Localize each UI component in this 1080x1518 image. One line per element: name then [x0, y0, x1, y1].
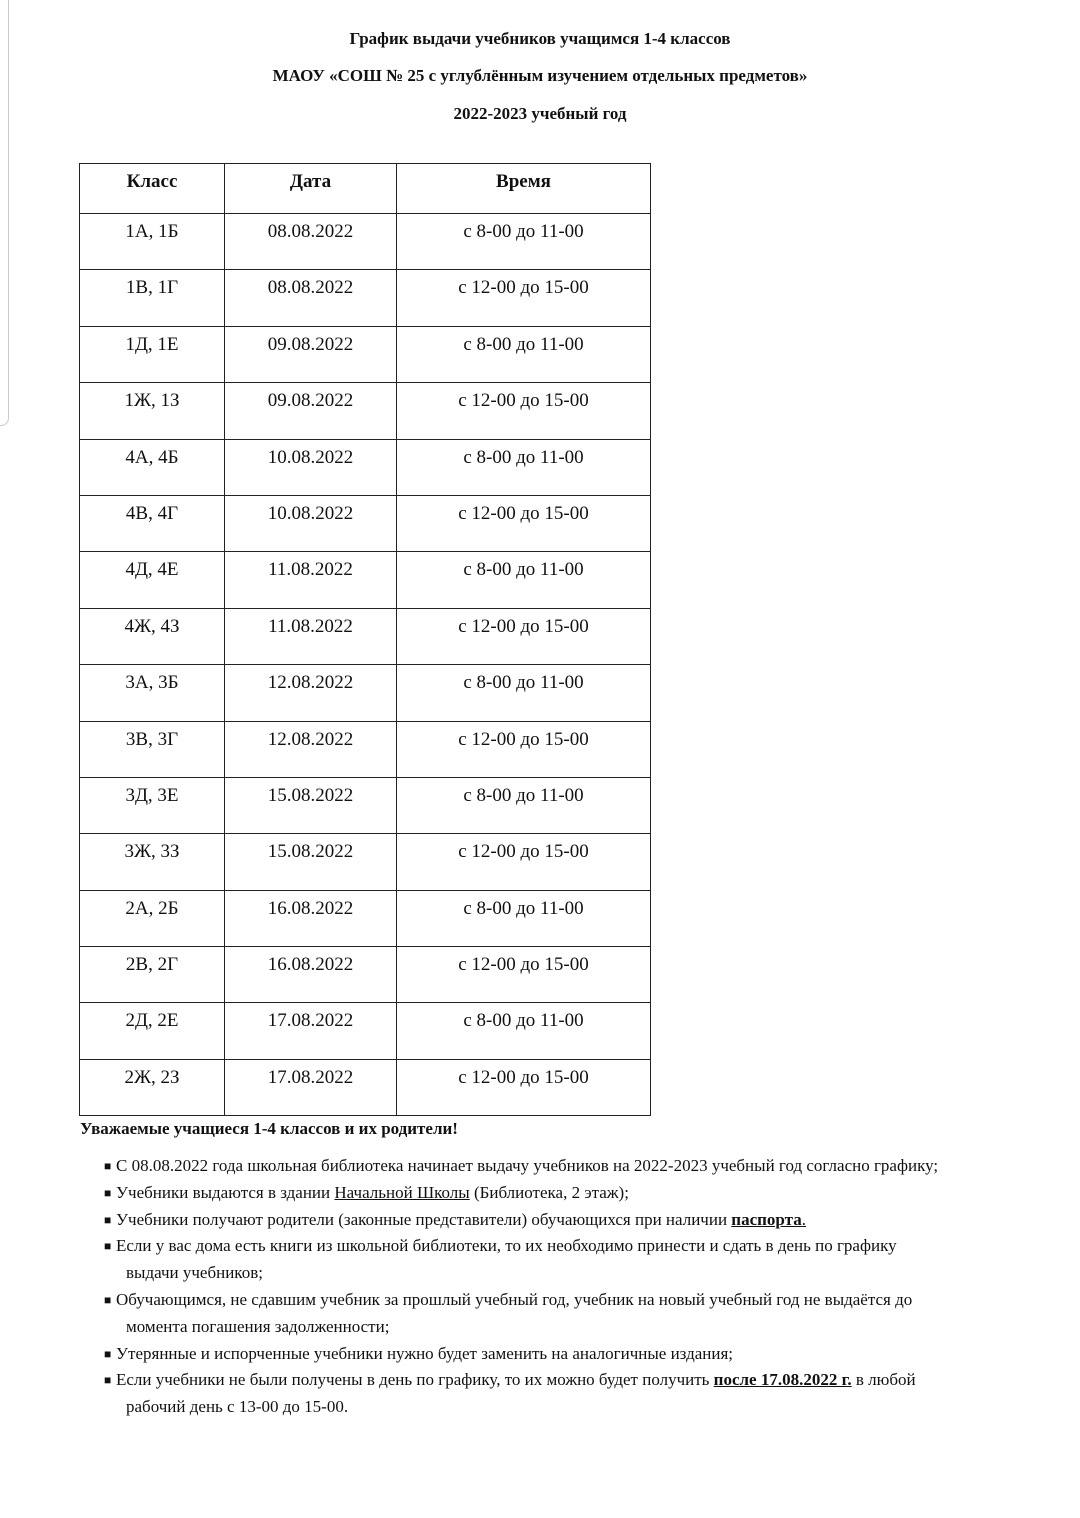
- cell-date: 11.08.2022: [225, 552, 397, 608]
- notice-heading: Уважаемые учащиеся 1-4 классов и их родители!: [80, 1119, 458, 1138]
- passport-emphasis: паспорта: [731, 1209, 802, 1229]
- cell-class: 4В, 4Г: [80, 495, 225, 551]
- cell-class: 4Д, 4Е: [80, 552, 225, 608]
- cell-class: 3А, 3Б: [80, 665, 225, 721]
- cell-class: 3Ж, 3З: [80, 834, 225, 890]
- table-row: [80, 947, 651, 1003]
- cell-class: 2Д, 2Е: [80, 1003, 225, 1059]
- cell-date: 10.08.2022: [225, 439, 397, 495]
- cell-time: с 8-00 до 11-00: [397, 214, 651, 270]
- school-year: 2022-2023 учебный год: [453, 104, 627, 123]
- table-row: [80, 552, 651, 608]
- table-row: [80, 1059, 651, 1115]
- table-row: [80, 890, 651, 946]
- table-header-row: [80, 164, 651, 214]
- cell-date: 11.08.2022: [225, 608, 397, 664]
- cell-date: 15.08.2022: [225, 834, 397, 890]
- header-date: Дата: [225, 164, 397, 214]
- header-class: Класс: [80, 164, 225, 214]
- cell-date: 08.08.2022: [225, 270, 397, 326]
- cell-date: 16.08.2022: [225, 890, 397, 946]
- cell-date: 17.08.2022: [225, 1003, 397, 1059]
- document-title: График выдачи учебников учащимся 1-4 классов: [349, 29, 731, 48]
- rule-text: Учебники получают родители (законные представители) обучающихся при наличии: [116, 1209, 732, 1229]
- cell-date: 12.08.2022: [225, 665, 397, 721]
- cell-time: с 12-00 до 15-00: [397, 383, 651, 439]
- cell-time: с 8-00 до 11-00: [397, 552, 651, 608]
- cell-date: 10.08.2022: [225, 495, 397, 551]
- table-row: [80, 665, 651, 721]
- cell-time: с 12-00 до 15-00: [397, 270, 651, 326]
- cell-class: 4А, 4Б: [80, 439, 225, 495]
- cell-time: с 8-00 до 11-00: [397, 326, 651, 382]
- cell-date: 15.08.2022: [225, 777, 397, 833]
- cell-class: 1Д, 1Е: [80, 326, 225, 382]
- cell-time: с 12-00 до 15-00: [397, 721, 651, 777]
- cell-time: с 8-00 до 11-00: [397, 777, 651, 833]
- table-row: [80, 721, 651, 777]
- rule-text: .: [801, 1209, 806, 1229]
- cell-class: 3В, 3Г: [80, 721, 225, 777]
- bullet-icon: ■: [104, 1346, 112, 1361]
- cell-time: с 8-00 до 11-00: [397, 1003, 651, 1059]
- page-edge-border: [0, 0, 9, 426]
- cell-class: 1А, 1Б: [80, 214, 225, 270]
- cell-class: 2В, 2Г: [80, 947, 225, 1003]
- list-item: [100, 1233, 1030, 1287]
- cell-date: 08.08.2022: [225, 214, 397, 270]
- cell-date: 12.08.2022: [225, 721, 397, 777]
- cell-date: 17.08.2022: [225, 1059, 397, 1115]
- rule-text: Учебники выдаются в здании: [116, 1182, 335, 1202]
- school-name: МАОУ «СОШ № 25 с углублённым изучением отдельных предметов»: [272, 66, 808, 85]
- cell-time: с 8-00 до 11-00: [397, 665, 651, 721]
- deadline-emphasis: после 17.08.2022 г.: [713, 1370, 852, 1390]
- bullet-icon: ■: [104, 1159, 112, 1173]
- cell-time: с 12-00 до 15-00: [397, 947, 651, 1003]
- rule-text-continued: рабочий день с 13-00 до 15-00.: [126, 1397, 349, 1417]
- table-row: [80, 1003, 651, 1059]
- bullet-icon: ■: [104, 1239, 112, 1254]
- list-item: [100, 1207, 1030, 1234]
- cell-class: 2А, 2Б: [80, 890, 225, 946]
- list-item: [100, 1153, 1030, 1180]
- table-row: [80, 834, 651, 890]
- list-item: [100, 1367, 1030, 1421]
- table-row: [80, 439, 651, 495]
- rule-text-continued: выдачи учебников;: [126, 1263, 263, 1283]
- table-row: [80, 495, 651, 551]
- rule-text: в любой: [851, 1370, 916, 1390]
- cell-time: с 12-00 до 15-00: [397, 834, 651, 890]
- cell-time: с 12-00 до 15-00: [397, 1059, 651, 1115]
- cell-class: 1Ж, 1З: [80, 383, 225, 439]
- table-row: [80, 214, 651, 270]
- building-name: Начальной Школы: [334, 1182, 470, 1202]
- cell-class: 1В, 1Г: [80, 270, 225, 326]
- list-item: [100, 1180, 1030, 1207]
- rule-text: Если у вас дома есть книги из школьной библиотеки, то их необходимо принести и сдать в день по графику: [116, 1236, 897, 1256]
- cell-class: 4Ж, 4З: [80, 608, 225, 664]
- table-row: [80, 383, 651, 439]
- cell-class: 2Ж, 2З: [80, 1059, 225, 1115]
- rule-text: Если учебники не были получены в день по графику, то их можно будет получить: [116, 1370, 714, 1390]
- rule-text: Обучающимся, не сдавшим учебник за прошлый учебный год, учебник на новый учебный год не выдаётся до: [116, 1289, 913, 1309]
- cell-date: 16.08.2022: [225, 947, 397, 1003]
- rule-text: (Библиотека, 2 этаж);: [469, 1182, 629, 1202]
- rule-text: С 08.08.2022 года школьная библиотека начинает выдачу учебников на 2022-2023 учебный год согласно графику;: [116, 1156, 939, 1175]
- schedule-table: [79, 163, 651, 1116]
- list-item: [100, 1287, 1030, 1341]
- list-item: [100, 1341, 1030, 1368]
- table-row: [80, 608, 651, 664]
- rule-text-continued: момента погашения задолженности;: [126, 1316, 390, 1336]
- table-row: [80, 777, 651, 833]
- table-row: [80, 326, 651, 382]
- header-time: Время: [397, 164, 651, 214]
- cell-date: 09.08.2022: [225, 383, 397, 439]
- cell-time: с 8-00 до 11-00: [397, 439, 651, 495]
- bullet-icon: ■: [104, 1185, 112, 1200]
- cell-class: 3Д, 3Е: [80, 777, 225, 833]
- cell-time: с 12-00 до 15-00: [397, 495, 651, 551]
- rules-list: [100, 1153, 1030, 1421]
- cell-time: с 8-00 до 11-00: [397, 890, 651, 946]
- bullet-icon: ■: [104, 1373, 112, 1388]
- table-row: [80, 270, 651, 326]
- rule-text: Утерянные и испорченные учебники нужно будет заменить на аналогичные издания;: [116, 1343, 734, 1363]
- bullet-icon: ■: [104, 1212, 112, 1227]
- cell-time: с 12-00 до 15-00: [397, 608, 651, 664]
- cell-date: 09.08.2022: [225, 326, 397, 382]
- bullet-icon: ■: [104, 1292, 112, 1307]
